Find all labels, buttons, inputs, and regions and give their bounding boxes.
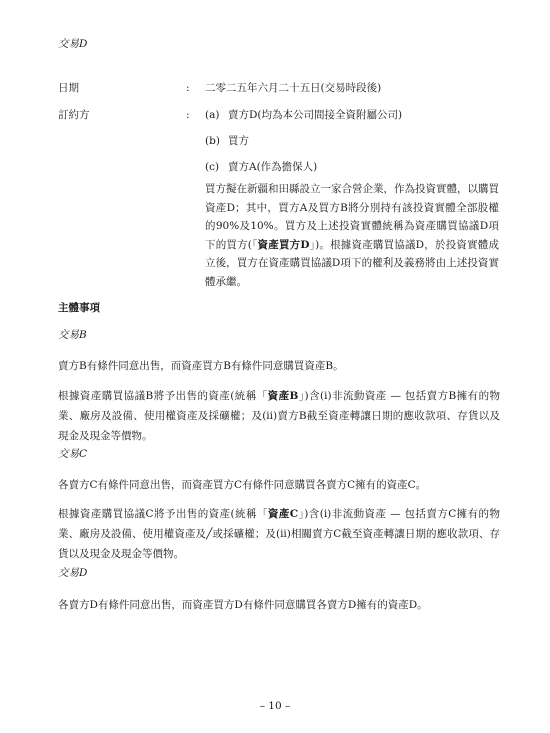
parties-label: 訂約方 [58,109,90,121]
date-label: 日期 [58,82,79,94]
date-colon: : [186,82,190,94]
transaction-b-p2-part1: 根據資產購買協議B將予出售的資產(統稱「 [58,390,268,402]
purchaser-description [205,180,499,291]
party-c-text: 賣方A(作為擔保人) [228,161,318,173]
transaction-c-title: 交易C [58,448,88,460]
transaction-d-title: 交易D [58,567,88,579]
transaction-c-p2-part1: 根據資產購買協議C將予出售的資產(統稱「 [58,508,268,520]
page-number: – 10 – [259,700,291,712]
purchaser-description-part1: 買方擬在新疆和田縣設立一家合營企業，作為投資實體，以購買資產D；其中，買方A及買方B將分別持有該投資實體全部股權的90%及10%。買方及上述投資實體統稱為資產購買協議D項下的買方(「 [205,183,499,251]
party-a-text: 賣方D(均為本公司間接全資附屬公司) [228,109,403,121]
transaction-b-p2-term: 資產B [267,390,299,402]
parties-colon: : [186,109,190,121]
party-b-text: 買方 [228,135,249,147]
transaction-b-paragraph-2 [58,386,500,446]
transaction-c-p2-part2: 」)含(i)非流動資產 — 包括賣方C擁有的物業、廠房及設備、使用權資產及╱或採礦權；及(ii)相關賣方C截至資產轉讓日期的應收款項、存貨以及現金及現金等價物。 [58,508,500,560]
page-title: 交易D [58,38,88,50]
transaction-c-paragraph-1: 各賣方C有條件同意出售，而資產買方C有條件同意購買各賣方C擁有的資產C。 [58,479,427,491]
party-b-key: (b) [205,135,220,147]
transaction-c-p2-term: 資產C [267,508,299,520]
transaction-b-title: 交易B [58,329,87,341]
purchaser-description-part2: 」)。根據資產購買協議D，於投資實體成立後，買方在資產購買協議D項下的權利及義務將由上述投資實體承繼。 [205,238,499,288]
section-heading: 主體事項 [58,302,100,314]
transaction-b-paragraph-1: 賣方B有條件同意出售，而資產買方B有條件同意購買資產B。 [58,360,344,372]
date-value: 二零二五年六月二十五日(交易時段後) [205,82,382,94]
purchaser-description-term: 資產買方D [257,238,310,251]
party-c-key: (c) [205,161,220,173]
transaction-d-paragraph-1: 各賣方D有條件同意出售，而資產買方D有條件同意購買各賣方D擁有的資產D。 [58,599,428,611]
transaction-c-paragraph-2 [58,504,500,564]
party-a-key: (a) [205,109,220,121]
transaction-b-p2-part2: 」)含(i)非流動資產 — 包括賣方B擁有的物業、廠房及設備、使用權資產及採礦權；及(ii)賣方B截至資產轉讓日期的應收款項、存貨以及現金及現金等價物。 [58,390,501,442]
